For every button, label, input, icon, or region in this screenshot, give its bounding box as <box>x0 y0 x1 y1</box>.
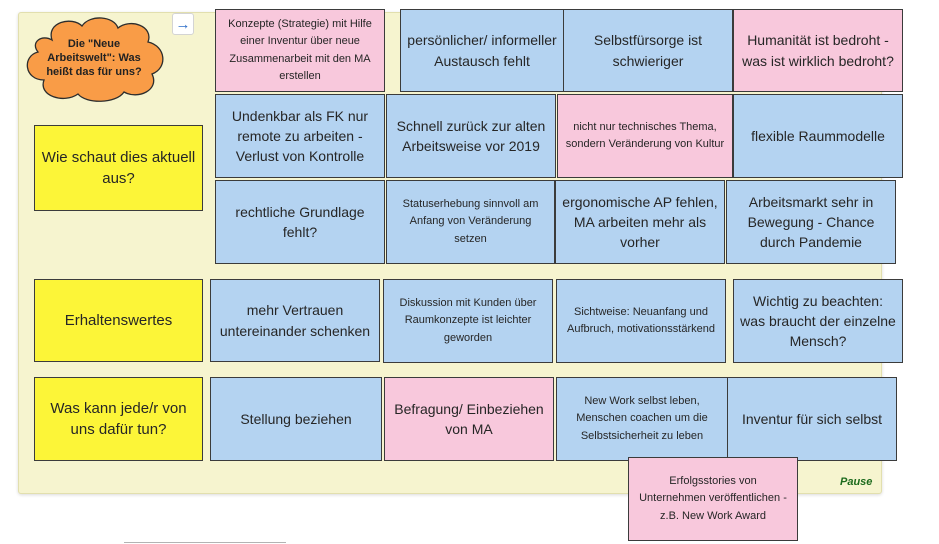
title-cloud[interactable] <box>16 10 172 106</box>
divider-line <box>124 542 286 543</box>
sticky-note[interactable]: Humanität ist bedroht - was ist wirklich bedroht? <box>733 9 903 92</box>
sticky-note[interactable]: Erfolgsstories von Unternehmen veröffentlichen - z.B. New Work Award <box>628 457 798 541</box>
sticky-note[interactable]: Sichtweise: Neuanfang und Aufbruch, motivationsstärkend <box>556 279 726 363</box>
sticky-note[interactable]: Inventur für sich selbst <box>727 377 897 461</box>
row-label-action[interactable]: Was kann jede/r von uns dafür tun? <box>34 377 203 461</box>
sticky-note[interactable]: persönlicher/ informeller Austausch fehlt <box>400 9 564 92</box>
sticky-note[interactable]: Arbeitsmarkt sehr in Bewegung - Chance durch Pandemie <box>726 180 896 264</box>
row-label-preserve[interactable]: Erhaltenswertes <box>34 279 203 362</box>
sticky-note[interactable]: mehr Vertrauen untereinander schenken <box>210 279 380 362</box>
sticky-note[interactable]: Selbstfürsorge ist schwieriger <box>563 9 733 92</box>
pause-label: Pause <box>840 476 873 488</box>
sticky-note[interactable]: Befragung/ Einbeziehen von MA <box>384 377 554 461</box>
sticky-note[interactable]: flexible Raummodelle <box>733 94 903 178</box>
arrow-right-icon[interactable]: → <box>172 13 194 35</box>
sticky-note[interactable]: Wichtig zu beachten: was braucht der einzelne Mensch? <box>733 279 903 363</box>
board-title: Die "Neue Arbeitswelt": Was heißt das für uns? <box>46 37 142 79</box>
sticky-note[interactable]: nicht nur technisches Thema, sondern Veränderung von Kultur <box>557 94 733 178</box>
sticky-note[interactable]: Undenkbar als FK nur remote zu arbeiten - Verlust von Kontrolle <box>215 94 385 178</box>
sticky-note[interactable]: New Work selbst leben, Menschen coachen um die Selbstsicherheit zu leben <box>556 377 728 461</box>
sticky-note[interactable]: Schnell zurück zur alten Arbeitsweise vor 2019 <box>386 94 556 178</box>
sticky-note[interactable]: Diskussion mit Kunden über Raumkonzepte ist leichter geworden <box>383 279 553 363</box>
sticky-note[interactable]: rechtliche Grundlage fehlt? <box>215 180 385 264</box>
sticky-note[interactable]: Konzepte (Strategie) mit Hilfe einer Inventur über neue Zusammenarbeit mit den MA erstellen <box>215 9 385 92</box>
sticky-note[interactable]: Stellung beziehen <box>210 377 382 461</box>
sticky-note[interactable]: ergonomische AP fehlen, MA arbeiten mehr als vorher <box>555 180 725 264</box>
sticky-note[interactable]: Statuserhebung sinnvoll am Anfang von Veränderung setzen <box>386 180 555 264</box>
row-label-current[interactable]: Wie schaut dies aktuell aus? <box>34 125 203 211</box>
